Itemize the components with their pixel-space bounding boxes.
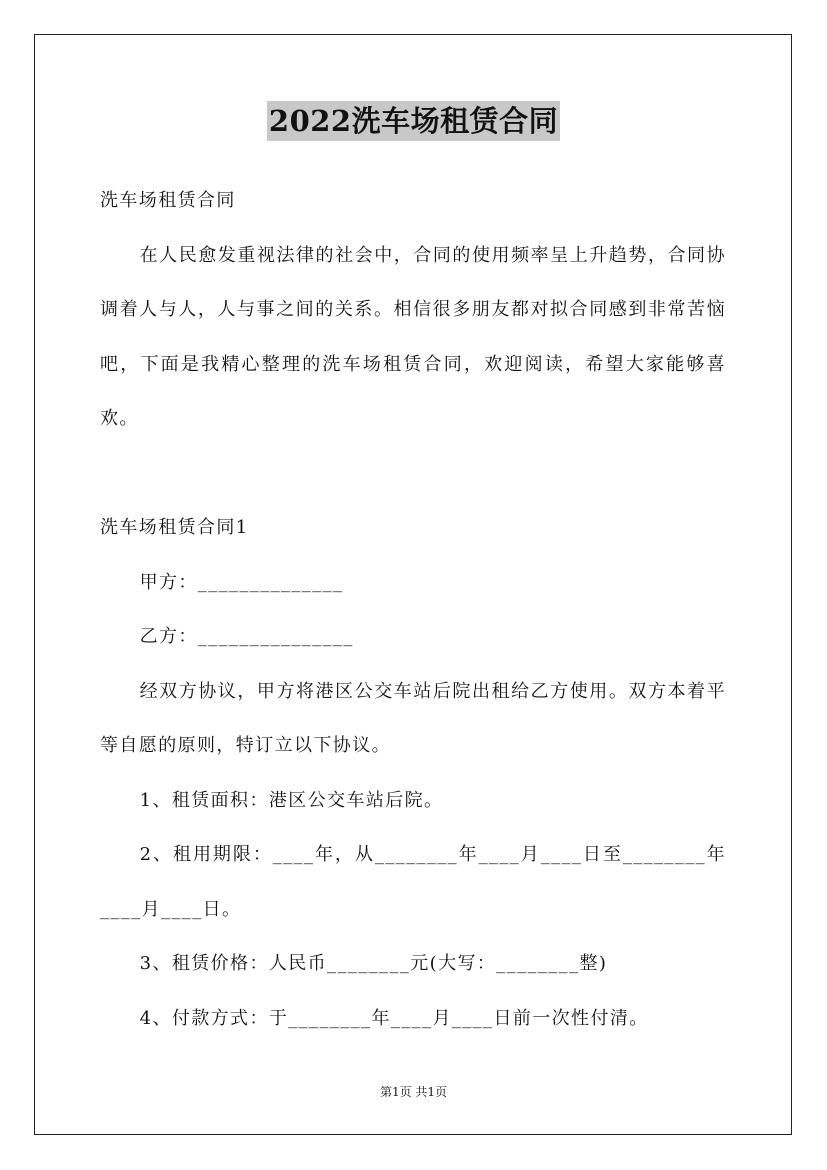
- page-footer: [0, 1084, 827, 1100]
- document-title: 2022洗车场租赁合同: [267, 101, 560, 141]
- clause-4: 4、付款方式：于________年____月____日前一次性付清。: [139, 1007, 649, 1029]
- document-body: [100, 174, 726, 1046]
- document-title-wrapper: [0, 101, 827, 141]
- section-title: 洗车场租赁合同1: [100, 517, 249, 538]
- intro-paragraph: 在人民愈发重视法律的社会中，合同的使用频率呈上升趋势，合同协调着人与人，人与事之间的关系。相信很多朋友都对拟合同感到非常苦恼吧，下面是我精心整理的洗车场租赁合同，欢迎阅读，希望大家能够喜欢。: [100, 244, 726, 429]
- agreement-paragraph: 经双方协议，甲方将港区公交车站后院出租给乙方使用。双方本着平等自愿的原则，特订立以下协议。: [100, 680, 726, 756]
- clause-1: 1、租赁面积：港区公交车站后院。: [139, 789, 444, 811]
- page-number: 第1页 共1页: [379, 1085, 448, 1099]
- party-a-line: 甲方：______________: [139, 571, 344, 593]
- clause-3: 3、租赁价格：人民币________元(大写：________整): [139, 953, 608, 974]
- contract-heading: 洗车场租赁合同: [100, 190, 236, 211]
- paragraph-spacer: [100, 447, 726, 502]
- clause-2: 2、租用期限：____年，从________年____月____日至________年____月____日。: [100, 844, 726, 920]
- party-b-line: 乙方：_______________: [139, 626, 354, 647]
